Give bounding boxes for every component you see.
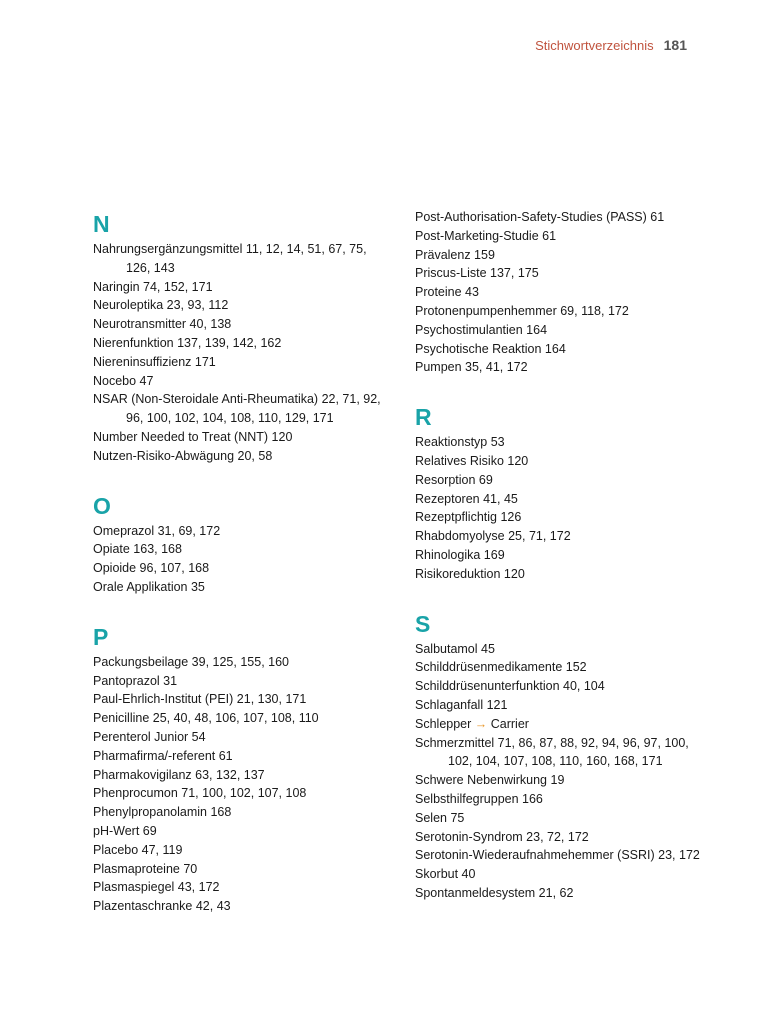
index-entry: Selen 75 [415, 810, 465, 825]
index-entry: Resorption 69 [415, 472, 493, 487]
index-entry: Psychostimulantien 164 [415, 322, 548, 337]
index-entry: Naringin 74, 152, 171 [93, 279, 213, 294]
index-entry: Schwere Nebenwirkung 19 [415, 773, 565, 788]
index-entry: Rezeptpflichtig 126 [415, 510, 522, 525]
index-entry: Nierenfunktion 137, 139, 142, 162 [93, 335, 282, 350]
index-entry: Post-Marketing-Studie 61 [415, 228, 557, 243]
index-entry: Opiate 163, 168 [93, 542, 182, 557]
index-entry: Selbsthilfegruppen 166 [415, 791, 543, 806]
index-entry: Nahrungsergänzungsmittel 11, 12, 14, 51, 67, 75, 126, 143 [93, 242, 367, 275]
section-letter: O [93, 492, 111, 519]
cross-ref-term: Schlepper [415, 716, 475, 731]
index-entry: Phenprocumon 71, 100, 102, 107, 108 [93, 786, 307, 801]
cross-reference-entry [415, 715, 715, 734]
section-letter: R [415, 404, 432, 431]
index-entry: Nocebo 47 [93, 373, 154, 388]
index-entry: Salbutamol 45 [415, 641, 495, 656]
index-entry: Schlaganfall 121 [415, 697, 508, 712]
index-entry: Rhabdomyolyse 25, 71, 172 [415, 529, 571, 544]
index-entry: Serotonin-Syndrom 23, 72, 172 [415, 829, 589, 844]
index-section [415, 208, 715, 377]
index-entry: Orale Applikation 35 [93, 579, 205, 594]
section-letter: N [93, 211, 110, 237]
index-entry: Plazentaschranke 42, 43 [93, 899, 231, 914]
index-entry: Perenterol Junior 54 [93, 729, 206, 744]
index-entry: Opioide 96, 107, 168 [93, 561, 210, 576]
index-entry: Paul-Ehrlich-Institut (PEI) 21, 130, 171 [93, 692, 307, 707]
section-letter: P [93, 623, 109, 650]
index-entry: Rezeptoren 41, 45 [415, 491, 518, 506]
index-entry: pH-Wert 69 [93, 823, 157, 838]
index-entry: Serotonin-Wiederaufnahmehemmer (SSRI) 23, 172 [415, 848, 700, 863]
index-section [93, 623, 393, 916]
index-entry: Schilddrüsenunterfunktion 40, 104 [415, 679, 605, 694]
index-entry: Neurotransmitter 40, 138 [93, 317, 232, 332]
cross-ref-target: Carrier [487, 716, 529, 731]
index-entry: Packungsbeilage 39, 125, 155, 160 [93, 654, 289, 669]
index-entry: Psychotische Reaktion 164 [415, 341, 566, 356]
index-entry: Phenylpropanolamin 168 [93, 805, 232, 820]
index-entry: Pharmafirma/-referent 61 [93, 748, 233, 763]
index-section [93, 210, 393, 466]
index-section [415, 610, 715, 903]
index-entry: Relatives Risiko 120 [415, 453, 529, 468]
index-entry: NSAR (Non-Steroidale Anti-Rheumatika) 22, 71, 92, 96, 100, 102, 104, 108, 110, 129, 171 [93, 392, 381, 426]
index-entry: Placebo 47, 119 [93, 842, 183, 857]
index-entry: Skorbut 40 [415, 867, 476, 882]
index-entry: Niereninsuffizienz 171 [93, 354, 216, 369]
index-entry: Spontanmeldesystem 21, 62 [415, 885, 574, 900]
running-title: Stichwortverzeichnis [535, 38, 654, 53]
arrow-right-icon: → [474, 716, 488, 731]
page-header [535, 37, 687, 53]
index-entry: Pharmakovigilanz 63, 132, 137 [93, 767, 265, 782]
index-entry: Prävalenz 159 [415, 247, 495, 262]
index-entry: Proteine 43 [415, 285, 479, 300]
index-entry: Neuroleptika 23, 93, 112 [93, 298, 229, 313]
index-entry: Priscus-Liste 137, 175 [415, 266, 539, 281]
index-entry: Omeprazol 31, 69, 172 [93, 523, 221, 538]
index-entry: Post-Authorisation-Safety-Studies (PASS) 61 [415, 210, 665, 224]
index-column-left [93, 210, 393, 942]
index-entry: Protonenpumpenhemmer 69, 118, 172 [415, 303, 629, 318]
index-entry: Rhinologika 169 [415, 547, 505, 562]
page-number: 181 [663, 37, 687, 53]
index-entry: Penicilline 25, 40, 48, 106, 107, 108, 110 [93, 711, 319, 726]
index-section [93, 492, 393, 597]
index-entry: Plasmaproteine 70 [93, 861, 198, 876]
section-letter: S [415, 610, 431, 637]
index-entry: Schmerzmittel 71, 86, 87, 88, 92, 94, 96, 97, 100, 102, 104, 107, 108, 110, 160, 168, 171 [415, 735, 689, 769]
index-entry: Risikoreduktion 120 [415, 566, 525, 581]
index-entry: Plasmaspiegel 43, 172 [93, 880, 220, 895]
index-section [415, 403, 715, 583]
index-entry: Pantoprazol 31 [93, 673, 178, 688]
index-entry: Number Needed to Treat (NNT) 120 [93, 429, 293, 444]
index-entry: Pumpen 35, 41, 172 [415, 360, 528, 375]
index-column-right [415, 208, 715, 929]
index-entry: Schilddrüsenmedikamente 152 [415, 660, 587, 675]
index-entry: Nutzen-Risiko-Abwägung 20, 58 [93, 448, 273, 463]
index-entry: Reaktionstyp 53 [415, 435, 505, 450]
